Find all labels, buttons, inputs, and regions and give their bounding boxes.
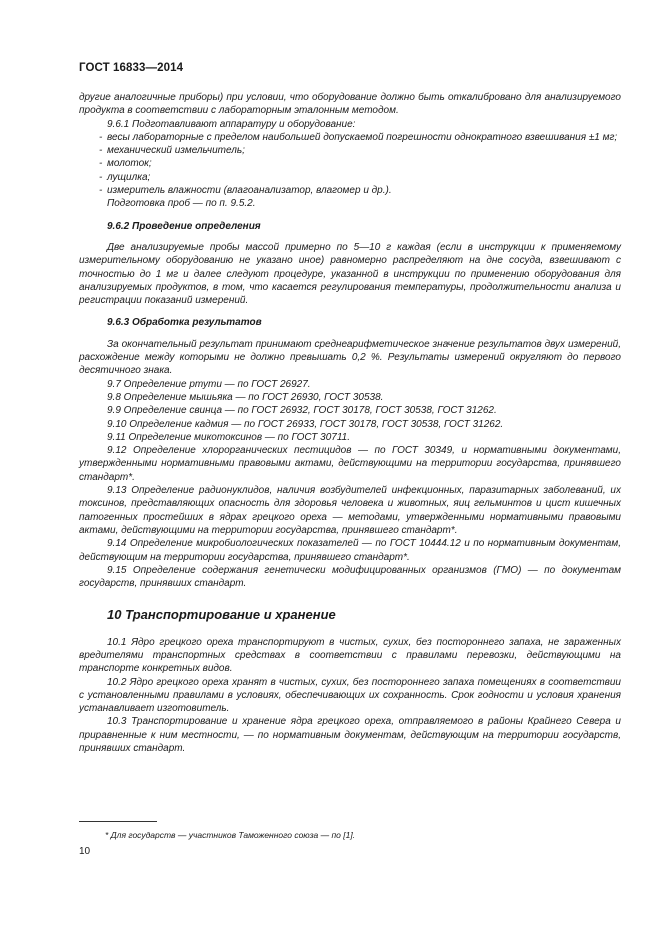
list-item: - механический измельчитель; <box>99 145 245 157</box>
document-header: ГОСТ 16833—2014 <box>79 62 184 74</box>
dash-marker: - <box>99 131 103 143</box>
clause-9-7: 9.7 Определение ртути — по ГОСТ 26927. <box>107 378 311 390</box>
clause-9-12: 9.12 Определение хлорорганических пестицидов — по ГОСТ 30349, и нормативными документами, утвержденными нормативными правовыми актами, действующими на территории государства, принявшего стандарт*. <box>79 445 621 483</box>
list-item: - лущилка; <box>99 171 151 183</box>
clause-10-1: 10.1 Ядро грецкого ореха транспортируют в чистых, сухих, без постороннего запаха, не зараженных вредителями транспортных средствах в соответствии с правилами перевозки, действующими на транспорте конкретных видов. <box>79 636 621 675</box>
footnote: * Для государств — участников Таможенного союза — по [1]. <box>105 830 356 840</box>
clause-9-10: 9.10 Определение кадмия — по ГОСТ 26933, ГОСТ 30178, ГОСТ 30538, ГОСТ 31262. <box>107 418 504 430</box>
clause-9-14: 9.14 Определение микробиологических показателей — по ГОСТ 10444.12 и по нормативным документам, действующим на территории государства, принявшего стандарт*. <box>79 538 621 563</box>
section-10-title: 10 Транспортирование и хранение <box>107 607 336 623</box>
clause-9-9: 9.9 Определение свинца — по ГОСТ 26932, ГОСТ 30178, ГОСТ 30538, ГОСТ 31262. <box>107 405 497 417</box>
dash-marker: - <box>99 145 103 157</box>
list-item: - измеритель влажности (влагоанализатор, влагомер и др.). <box>99 185 392 197</box>
list-item: - молоток; <box>99 158 152 170</box>
clause-10-3: 10.3 Транспортирование и хранение ядра грецкого ореха, отправляемого в районы Крайнего Севера и приравненные к ним местности, — по нормативным документам, действующим на территории государств, принявших стандарт. <box>79 716 621 755</box>
clause-9-15: 9.15 Определение содержания генетически модифицированных организмов (ГМО) — по документам государств, принявших стандарт. <box>79 564 621 590</box>
list-item: - весы лабораторные с пределом наибольшей допускаемой погрешности однократного взвешивания ±1 мг; <box>99 131 618 143</box>
page-number: 10 <box>79 846 91 857</box>
clause-9-13: 9.13 Определение радионуклидов, наличия возбудителей инфекционных, паразитарных заболеваний, их токсинов, представляющих опасность для здоровья человека и животных, яиц гельминтов и цист кишечных патогенных простейших в ядрах грецкого ореха — методами, утвержденными нормативными правовыми актами, действующими на территории государства, принявшего стандарт*. <box>79 485 621 536</box>
dash-marker: - <box>99 185 103 197</box>
footnote-divider <box>79 821 157 822</box>
clause-9-6-1: 9.6.1 Подготавливают аппаратуру и оборудование: <box>107 118 356 130</box>
clause-10-2: 10.2 Ядро грецкого ореха хранят в чистых, сухих, без постороннего запаха помещениях в соответствии с установленными правилами в условиях, обеспечивающих их сохранность. Срок годности и условия хранения устанавливает изготовитель. <box>79 676 621 715</box>
sample-prep-line: Подготовка проб — по п. 9.5.2. <box>107 198 256 210</box>
heading-9-6-2: 9.6.2 Проведение определения <box>107 220 261 232</box>
dash-marker: - <box>99 158 103 170</box>
paragraph-9-6-2: Две анализируемые пробы массой примерно по 5—10 г каждая (если в инструкции к применяемому измерительному оборудованию не указано иное) равномерно распределяют на дне сосуда, взвешивают с точностью до 1 мг и далее следуют процедуре, указанной в инструкции по применению оборудования для анализируемых продуктов, в том, что касается регулирования температуры, продолжительности анализа и регистрации показаний измерений. <box>79 241 621 307</box>
paragraph-9-6-3: За окончательный результат принимают среднеарифметическое значение результатов двух измерений, расхождение между которыми не должно превышать 0,2 %. Результаты измерений округляют до первого десятичного знака. <box>79 338 621 377</box>
intro-paragraph: другие аналогичные приборы) при условии, что оборудование должно быть откалибровано для анализируемого продукта в соответствии с лабораторным эталонным методом. <box>79 92 621 117</box>
page-body <box>79 91 621 755</box>
dash-marker: - <box>99 171 103 183</box>
clause-9-11: 9.11 Определение микотоксинов — по ГОСТ 30711. <box>107 431 350 443</box>
clause-9-8: 9.8 Определение мышьяка — по ГОСТ 26930, ГОСТ 30538. <box>107 391 384 403</box>
heading-9-6-3: 9.6.3 Обработка результатов <box>107 317 262 329</box>
